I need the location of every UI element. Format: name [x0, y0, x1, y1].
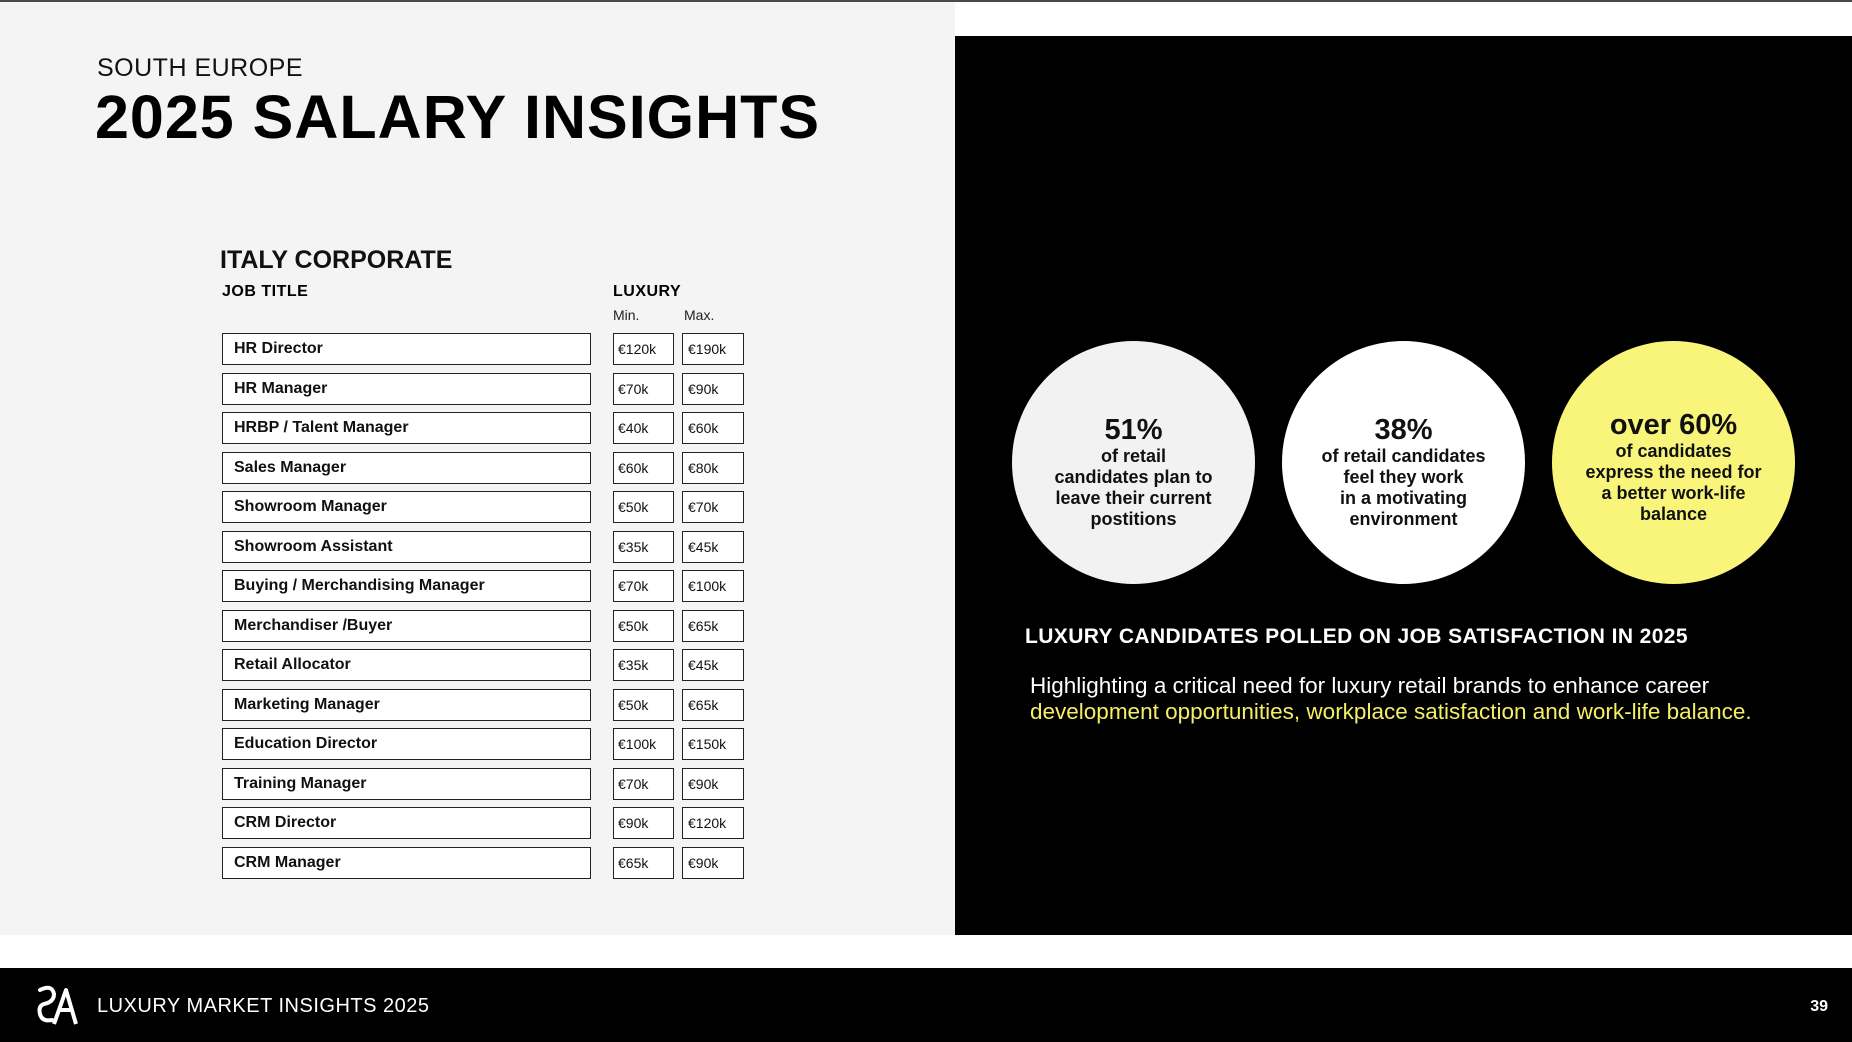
table-row [222, 412, 742, 452]
poll-description-text: Highlighting a critical need for luxury retail brands to enhance career [1030, 673, 1710, 698]
job-title-cell: Merchandiser /Buyer [222, 610, 591, 642]
stat-line: of candidates [1615, 440, 1732, 461]
stat-line: candidates plan to [1054, 466, 1213, 487]
job-title-cell: HR Director [222, 333, 591, 365]
max-salary-cell: €190k [682, 333, 744, 365]
max-salary-cell: €90k [682, 373, 744, 405]
table-row [222, 768, 742, 808]
stat-line: of retail candidates [1321, 445, 1486, 466]
stat-value: 51% [1104, 414, 1163, 447]
job-title-cell: Showroom Assistant [222, 531, 591, 563]
min-salary-cell: €40k [613, 412, 674, 444]
column-header-luxury: LUXURY [613, 283, 682, 300]
poll-heading: LUXURY CANDIDATES POLLED ON JOB SATISFACTION IN 2025 [1025, 625, 1688, 648]
max-salary-cell: €150k [682, 728, 744, 760]
max-salary-cell: €65k [682, 689, 744, 721]
table-row [222, 373, 742, 413]
table-row [222, 728, 742, 768]
salary-table [222, 333, 742, 886]
stat-value: 38% [1374, 414, 1433, 447]
stat-circle-motivating-environment [1282, 341, 1525, 584]
job-title-cell: HRBP / Talent Manager [222, 412, 591, 444]
job-title-cell: CRM Manager [222, 847, 591, 879]
column-header-min: Min. [613, 307, 640, 323]
min-salary-cell: €70k [613, 768, 674, 800]
stat-value: over 60% [1609, 409, 1738, 442]
stat-line: a better work-life [1601, 482, 1746, 503]
min-salary-cell: €35k [613, 649, 674, 681]
job-title-cell: Marketing Manager [222, 689, 591, 721]
table-row [222, 847, 742, 887]
max-salary-cell: €90k [682, 768, 744, 800]
min-salary-cell: €35k [613, 531, 674, 563]
stat-circle-leave-positions [1012, 341, 1255, 584]
min-salary-cell: €120k [613, 333, 674, 365]
min-salary-cell: €60k [613, 452, 674, 484]
job-title-cell: Sales Manager [222, 452, 591, 484]
table-row [222, 649, 742, 689]
table-row [222, 610, 742, 650]
job-title-cell: CRM Director [222, 807, 591, 839]
section-title: ITALY CORPORATE [220, 246, 453, 274]
min-salary-cell: €90k [613, 807, 674, 839]
max-salary-cell: €45k [682, 649, 744, 681]
min-salary-cell: €50k [613, 610, 674, 642]
job-title-cell: Training Manager [222, 768, 591, 800]
max-salary-cell: €45k [682, 531, 744, 563]
table-row [222, 807, 742, 847]
column-header-max: Max. [684, 307, 715, 323]
stat-line: express the need for [1585, 461, 1762, 482]
max-salary-cell: €70k [682, 491, 744, 523]
min-salary-cell: €70k [613, 570, 674, 602]
table-row [222, 491, 742, 531]
stat-line: feel they work [1343, 466, 1464, 487]
job-title-cell: Buying / Merchandising Manager [222, 570, 591, 602]
job-title-cell: Education Director [222, 728, 591, 760]
poll-description [1030, 673, 1790, 724]
min-salary-cell: €65k [613, 847, 674, 879]
column-header-job-title: JOB TITLE [222, 283, 309, 300]
max-salary-cell: €60k [682, 412, 744, 444]
min-salary-cell: €50k [613, 491, 674, 523]
brand-monogram-icon [32, 980, 82, 1030]
footer-bar [0, 968, 1852, 1042]
max-salary-cell: €65k [682, 610, 744, 642]
page-number: 39 [1810, 998, 1828, 1015]
max-salary-cell: €100k [682, 570, 744, 602]
poll-description-highlight: development opportunities, workplace satisfaction and work-life balance. [1030, 698, 1752, 724]
stat-circle-work-life-balance [1552, 341, 1795, 584]
region-label: SOUTH EUROPE [97, 54, 304, 82]
max-salary-cell: €90k [682, 847, 744, 879]
table-row [222, 531, 742, 571]
table-row [222, 333, 742, 373]
stat-line: in a motivating [1339, 487, 1467, 508]
stat-line: environment [1349, 508, 1458, 529]
job-title-cell: Retail Allocator [222, 649, 591, 681]
job-title-cell: HR Manager [222, 373, 591, 405]
table-row [222, 570, 742, 610]
min-salary-cell: €70k [613, 373, 674, 405]
job-title-cell: Showroom Manager [222, 491, 591, 523]
table-row [222, 689, 742, 729]
stat-line: balance [1639, 503, 1708, 524]
table-row [222, 452, 742, 492]
max-salary-cell: €120k [682, 807, 744, 839]
max-salary-cell: €80k [682, 452, 744, 484]
min-salary-cell: €100k [613, 728, 674, 760]
stat-line: of retail [1100, 445, 1166, 466]
page-title: 2025 SALARY INSIGHTS [95, 83, 821, 151]
stat-line: leave their current [1055, 487, 1212, 508]
stat-line: postitions [1090, 508, 1177, 529]
min-salary-cell: €50k [613, 689, 674, 721]
footer-title: LUXURY MARKET INSIGHTS 2025 [97, 995, 430, 1017]
